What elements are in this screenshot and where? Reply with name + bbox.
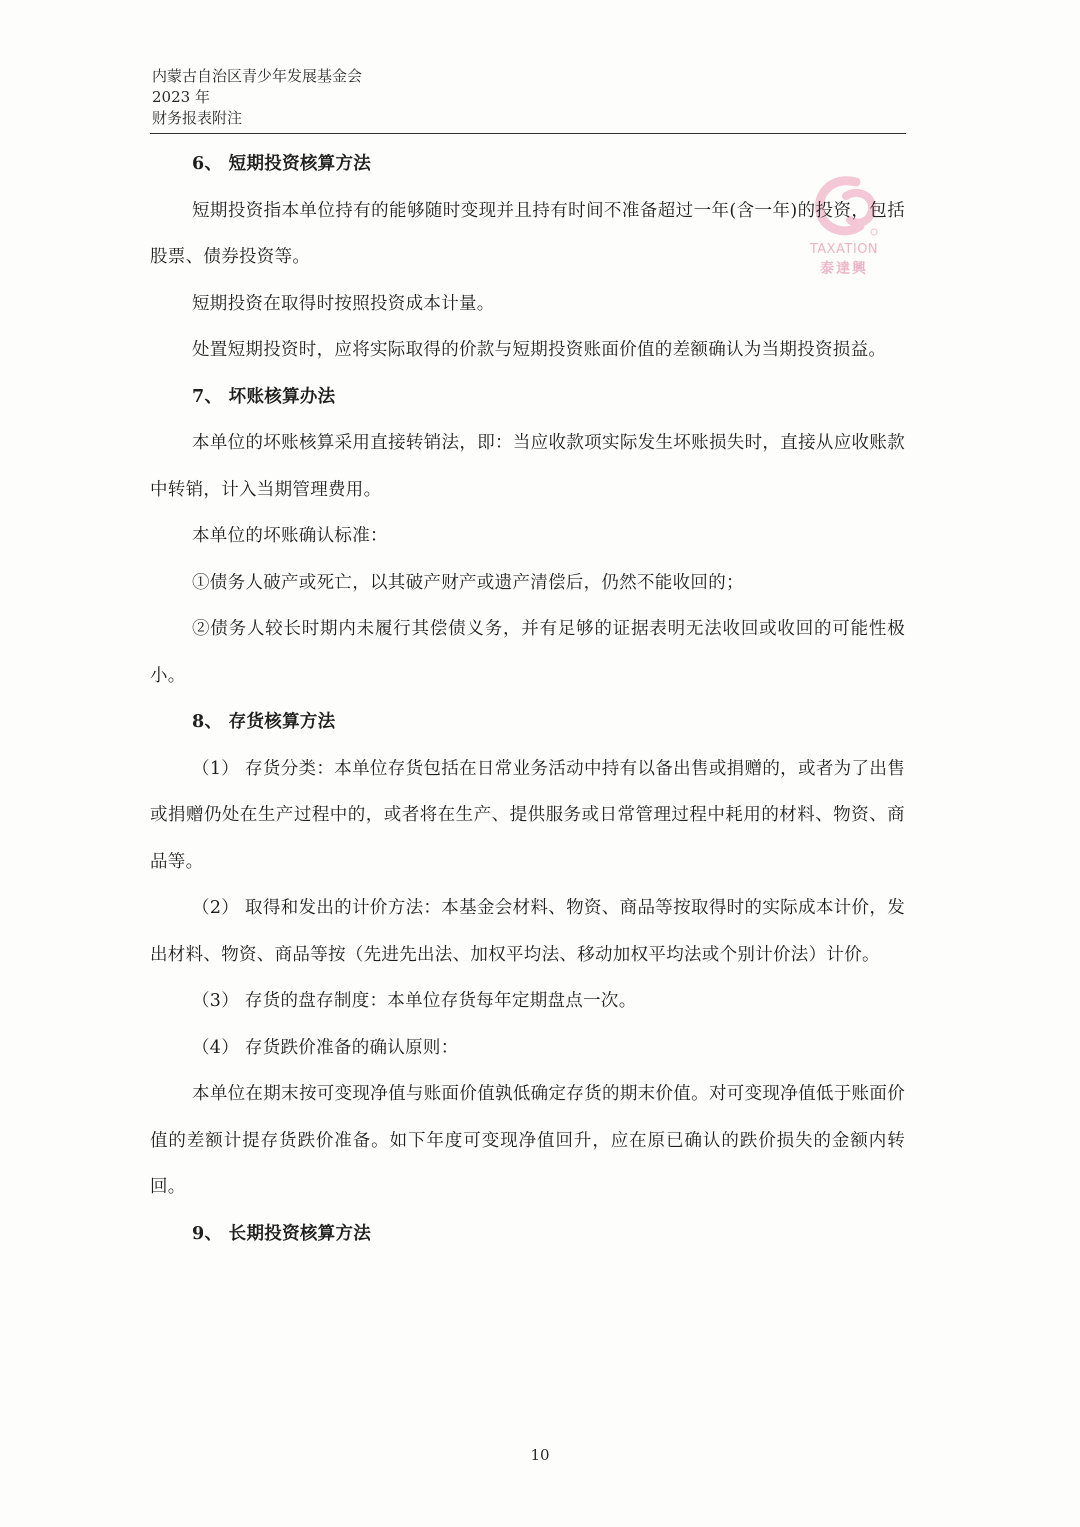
stamp-text-en: TAXATION <box>809 242 879 257</box>
header-doc-type: 财务报表附注 <box>152 109 243 127</box>
header-year: 2023 年 <box>152 88 210 106</box>
section-heading: 6、 短期投资核算方法 <box>192 154 372 174</box>
paragraph: 本单位的坏账核算采用直接转销法，即：当应收款项实际发生坏账损失时，直接从应收账款中转销，计入当期管理费用。 <box>150 433 905 500</box>
list-item: ②债务人较长时期内未履行其偿债义务，并有足够的证据表明无法收回或收回的可能性极小。 <box>150 619 905 686</box>
paragraph: （3） 存货的盘存制度：本单位存货每年定期盘点一次。 <box>192 991 637 1011</box>
stamp-text-cn: 泰達興 <box>820 261 868 277</box>
page-header <box>152 66 904 129</box>
section-heading: 9、 长期投资核算方法 <box>192 1223 372 1244</box>
header-divider <box>150 133 906 134</box>
paragraph: （1） 存货分类：本单位存货包括在日常业务活动中持有以备出售或捐赠的，或者为了出售或捐赠仍处在生产过程中的，或者将在生产、提供服务或日常管理过程中耗用的材料、物资、商品等。 <box>150 758 905 872</box>
document-body <box>150 141 905 1257</box>
list-item: ①债务人破产或死亡，以其破产财产或遗产清偿后，仍然不能收回的； <box>192 572 744 593</box>
section-heading: 7、 坏账核算办法 <box>192 386 336 407</box>
paragraph: 处置短期投资时，应将实际取得的价款与短期投资账面价值的差额确认为当期投资损益。 <box>192 340 887 360</box>
paragraph: 短期投资指本单位持有的能够随时变现并且持有时间不准备超过一年(含一年)的投资，包括股票、债券投资等。 <box>150 200 905 267</box>
paragraph: 短期投资在取得时按照投资成本计量。 <box>192 293 495 314</box>
paragraph: 本单位在期末按可变现净值与账面价值孰低确定存货的期末价值。对可变现净值低于账面价值的差额计提存货跌价准备。如下年度可变现净值回升，应在原已确认的跌价损失的金额内转回。 <box>150 1084 905 1197</box>
paragraph: （2） 取得和发出的计价方法：本基金会材料、物资、商品等按取得时的实际成本计价，发出材料、物资、商品等按（先进先出法、加权平均法、移动加权平均法或个别计价法）计价。 <box>150 898 905 965</box>
page-number: 10 <box>530 1446 550 1464</box>
header-org-name: 内蒙古自治区青少年发展基金会 <box>152 67 363 85</box>
paragraph: 本单位的坏账确认标准： <box>192 526 388 546</box>
paragraph: （4） 存货跌价准备的确认原则： <box>192 1037 459 1058</box>
section-heading: 8、 存货核算方法 <box>192 712 336 732</box>
